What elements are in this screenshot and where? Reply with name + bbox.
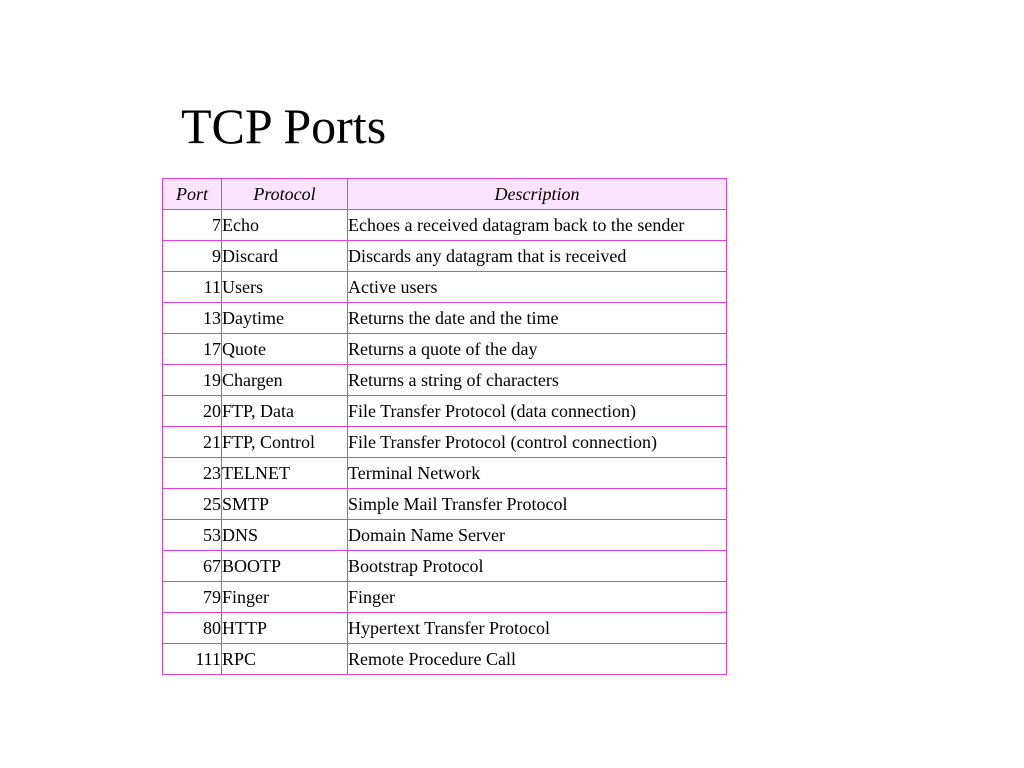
column-header-description: Description — [348, 179, 727, 210]
protocol-cell: SMTP — [222, 489, 348, 520]
table-row — [163, 551, 727, 582]
description-cell: Simple Mail Transfer Protocol — [348, 489, 727, 520]
protocol-cell: RPC — [222, 644, 348, 675]
description-cell: File Transfer Protocol (data connection) — [348, 396, 727, 427]
description-cell: Returns the date and the time — [348, 303, 727, 334]
description-cell: File Transfer Protocol (control connection) — [348, 427, 727, 458]
protocol-cell: Discard — [222, 241, 348, 272]
table-row — [163, 303, 727, 334]
port-cell: 111 — [163, 644, 222, 675]
port-cell: 21 — [163, 427, 222, 458]
tcp-ports-table — [162, 178, 727, 675]
table-row — [163, 365, 727, 396]
description-cell: Bootstrap Protocol — [348, 551, 727, 582]
description-cell: Remote Procedure Call — [348, 644, 727, 675]
table-row — [163, 427, 727, 458]
port-cell: 19 — [163, 365, 222, 396]
description-cell: Returns a string of characters — [348, 365, 727, 396]
port-cell: 11 — [163, 272, 222, 303]
protocol-cell: TELNET — [222, 458, 348, 489]
table-row — [163, 396, 727, 427]
protocol-cell: FTP, Control — [222, 427, 348, 458]
port-cell: 7 — [163, 210, 222, 241]
port-cell: 53 — [163, 520, 222, 551]
description-cell: Domain Name Server — [348, 520, 727, 551]
description-cell: Returns a quote of the day — [348, 334, 727, 365]
protocol-cell: Quote — [222, 334, 348, 365]
port-cell: 9 — [163, 241, 222, 272]
table-row — [163, 582, 727, 613]
protocol-cell: DNS — [222, 520, 348, 551]
slide-title: TCP Ports — [181, 98, 387, 154]
table-row — [163, 520, 727, 551]
port-cell: 79 — [163, 582, 222, 613]
table-header-row — [163, 179, 727, 210]
protocol-cell: Users — [222, 272, 348, 303]
table-row — [163, 241, 727, 272]
description-cell: Echoes a received datagram back to the sender — [348, 210, 727, 241]
column-header-protocol: Protocol — [222, 179, 348, 210]
port-cell: 80 — [163, 613, 222, 644]
port-cell: 13 — [163, 303, 222, 334]
protocol-cell: Echo — [222, 210, 348, 241]
table-row — [163, 458, 727, 489]
column-header-port: Port — [163, 179, 222, 210]
port-cell: 23 — [163, 458, 222, 489]
description-cell: Finger — [348, 582, 727, 613]
port-cell: 67 — [163, 551, 222, 582]
table-row — [163, 210, 727, 241]
protocol-cell: Chargen — [222, 365, 348, 396]
protocol-cell: BOOTP — [222, 551, 348, 582]
table-row — [163, 644, 727, 675]
table-body — [163, 210, 727, 675]
port-cell: 25 — [163, 489, 222, 520]
table-row — [163, 613, 727, 644]
protocol-cell: HTTP — [222, 613, 348, 644]
description-cell: Terminal Network — [348, 458, 727, 489]
port-cell: 20 — [163, 396, 222, 427]
protocol-cell: Daytime — [222, 303, 348, 334]
protocol-cell: Finger — [222, 582, 348, 613]
description-cell: Hypertext Transfer Protocol — [348, 613, 727, 644]
description-cell: Discards any datagram that is received — [348, 241, 727, 272]
table-row — [163, 334, 727, 365]
table-row — [163, 489, 727, 520]
port-cell: 17 — [163, 334, 222, 365]
description-cell: Active users — [348, 272, 727, 303]
table-row — [163, 272, 727, 303]
protocol-cell: FTP, Data — [222, 396, 348, 427]
